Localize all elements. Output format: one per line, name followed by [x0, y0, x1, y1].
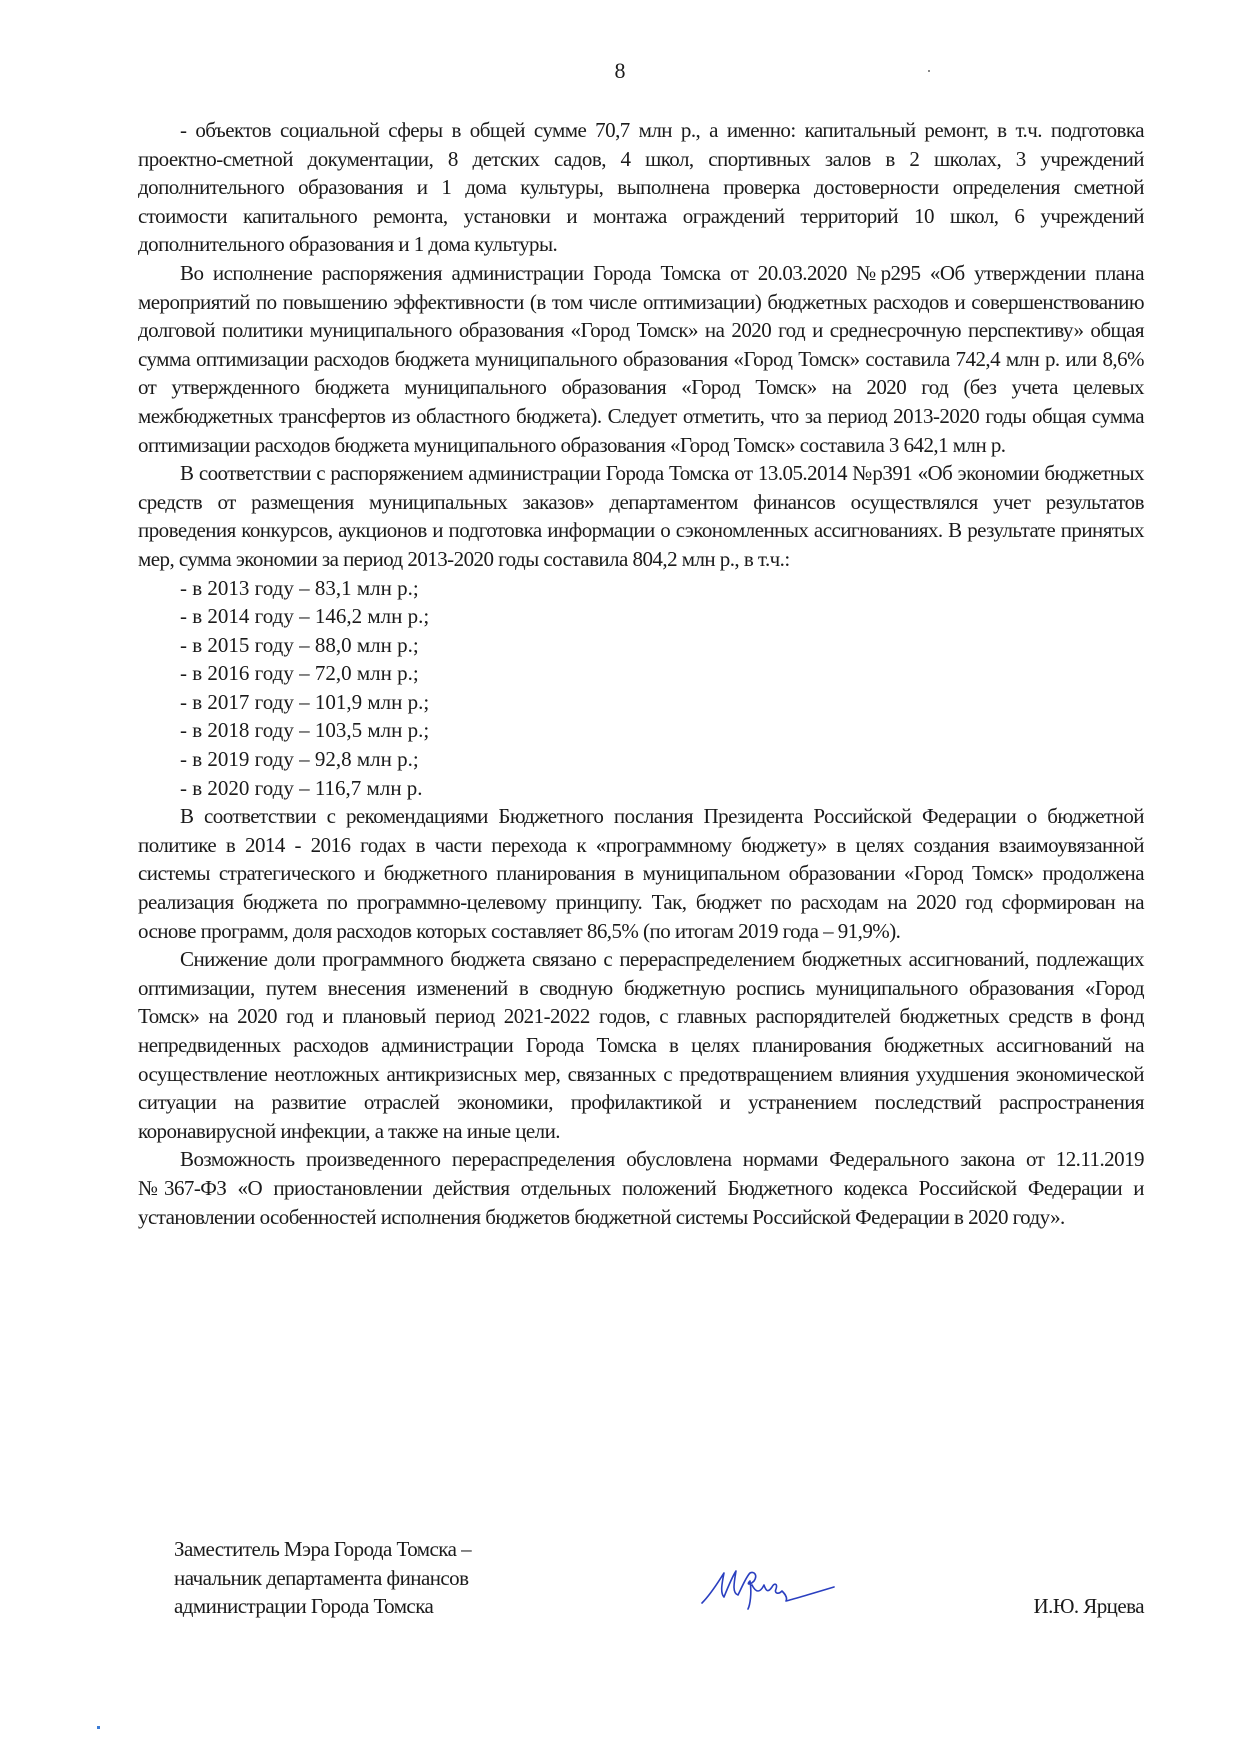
paragraph-social-objects: - объектов социальной сферы в общей сумме 70,7 млн р., а именно: капитальный ремонт, в т.ч. подготовка проектно-сметной документации, 8 детских садов, 4 школ, спортивных залов в 2 школах, 3 учреждений дополнительного образования и 1 дома культуры, выполнена проверка достоверности определения сметной стоимости капитального ремонта, установки и монтажа ограждений территорий 10 школ, 6 учреждений дополнительного образования и 1 дома культуры. — [138, 118, 1144, 257]
page-number: 8 — [614, 58, 626, 83]
list-item: - в 2016 году – 72,0 млн р.; — [180, 661, 419, 686]
paragraph-optimization: Во исполнение распоряжения администрации Города Томска от 20.03.2020 №р295 «Об утверждении плана мероприятий по повышению эффективности (в том числе оптимизации) бюджетных расходов и совершенствованию долговой политики муниципального образования «Город Томск» на 2020 год и среднесрочную перспективу» общая сумма оптимизации расходов бюджета муниципального образования «Город Томск» составила 742,4 млн р. или 8,6% от утвержденного бюджета муниципального образования «Город Томск» на 2020 год (без учета целевых межбюджетных трансфертов из областного бюджета). Следует отметить, что за период 2013-2020 годы общая сумма оптимизации расходов бюджета муниципального образования «Город Томск» составила 3 642,1 млн р. — [138, 260, 1144, 457]
signatory-position-line: Заместитель Мэра Города Томска – — [174, 1537, 472, 1561]
signatory-name: И.Ю. Ярцева — [1033, 1594, 1144, 1618]
signatory-position-line: администрации Города Томска — [174, 1594, 434, 1619]
list-item: - в 2020 году – 116,7 млн р. — [180, 775, 423, 800]
list-item: - в 2019 году – 92,8 млн р.; — [180, 747, 419, 772]
list-item: - в 2014 году – 146,2 млн р.; — [180, 604, 430, 629]
signatory-position — [174, 1535, 471, 1621]
document-body — [138, 116, 1144, 1231]
savings-by-year-list — [138, 574, 1144, 803]
list-item: - в 2013 году – 83,1 млн р.; — [180, 575, 419, 600]
handwritten-signature-icon — [694, 1563, 844, 1613]
signature-block — [174, 1535, 1144, 1645]
paragraph-savings: В соответствии с распоряжением администрации Города Томска от 13.05.2014 №р391 «Об экономии бюджетных средств от размещения муниципальных заказов» департаментом финансов осуществлялся учет результатов проведения конкурсов, аукционов и подготовка информации о сэкономленных ассигнованиях. В результате принятых мер, сумма экономии за период 2013-2020 годы составила 804,2 млн р., в т.ч.: — [138, 461, 1144, 571]
list-item: - в 2018 году – 103,5 млн р.; — [180, 718, 430, 743]
paragraph-program-budget: В соответствии с рекомендациями Бюджетного послания Президента Российской Федерации о бюджетной политике в 2014 - 2016 годах в части перехода к «программному бюджету» в целях создания взаимоувязанной системы стратегического и бюджетного планирования в муниципальном образовании «Город Томск» продолжена реализация бюджета по программно-целевому принципу. Так, бюджет по расходам на 2020 год сформирован на основе программ, доля расходов которых составляет 86,5% (по итогам 2019 года – 91,9%). — [138, 804, 1144, 943]
scan-artifact-dot — [97, 1726, 100, 1729]
list-item: - в 2017 году – 101,9 млн р.; — [180, 689, 430, 714]
signatory-position-line: начальник департамента финансов — [174, 1565, 469, 1590]
paragraph-reallocation: Снижение доли программного бюджета связано с перераспределением бюджетных ассигнований, подлежащих оптимизации, путем внесения изменений в сводную бюджетную роспись муниципального образования «Город Томск» на 2020 год и плановый период 2021-2022 годов, с главных распорядителей бюджетных средств в фонд непредвиденных расходов администрации Города Томска в целях планирования бюджетных ассигнований на осуществление неотложных антикризисных мер, связанных с предотвращением влияния ухудшения экономической ситуации на развитие отраслей экономики, профилактикой и устранением последствий распространения коронавирусной инфекции, а также на иные цели. — [138, 947, 1144, 1143]
list-item: - в 2015 году – 88,0 млн р.; — [180, 632, 419, 657]
paragraph-federal-law: Возможность произведенного перераспределения обусловлена нормами Федерального закона от 12.11.2019 №367-ФЗ «О приостановлении действия отдельных положений Бюджетного кодекса Российской Федерации и установлении особенностей исполнения бюджетов бюджетной системы Российской Федерации в 2020 году». — [138, 1147, 1144, 1229]
